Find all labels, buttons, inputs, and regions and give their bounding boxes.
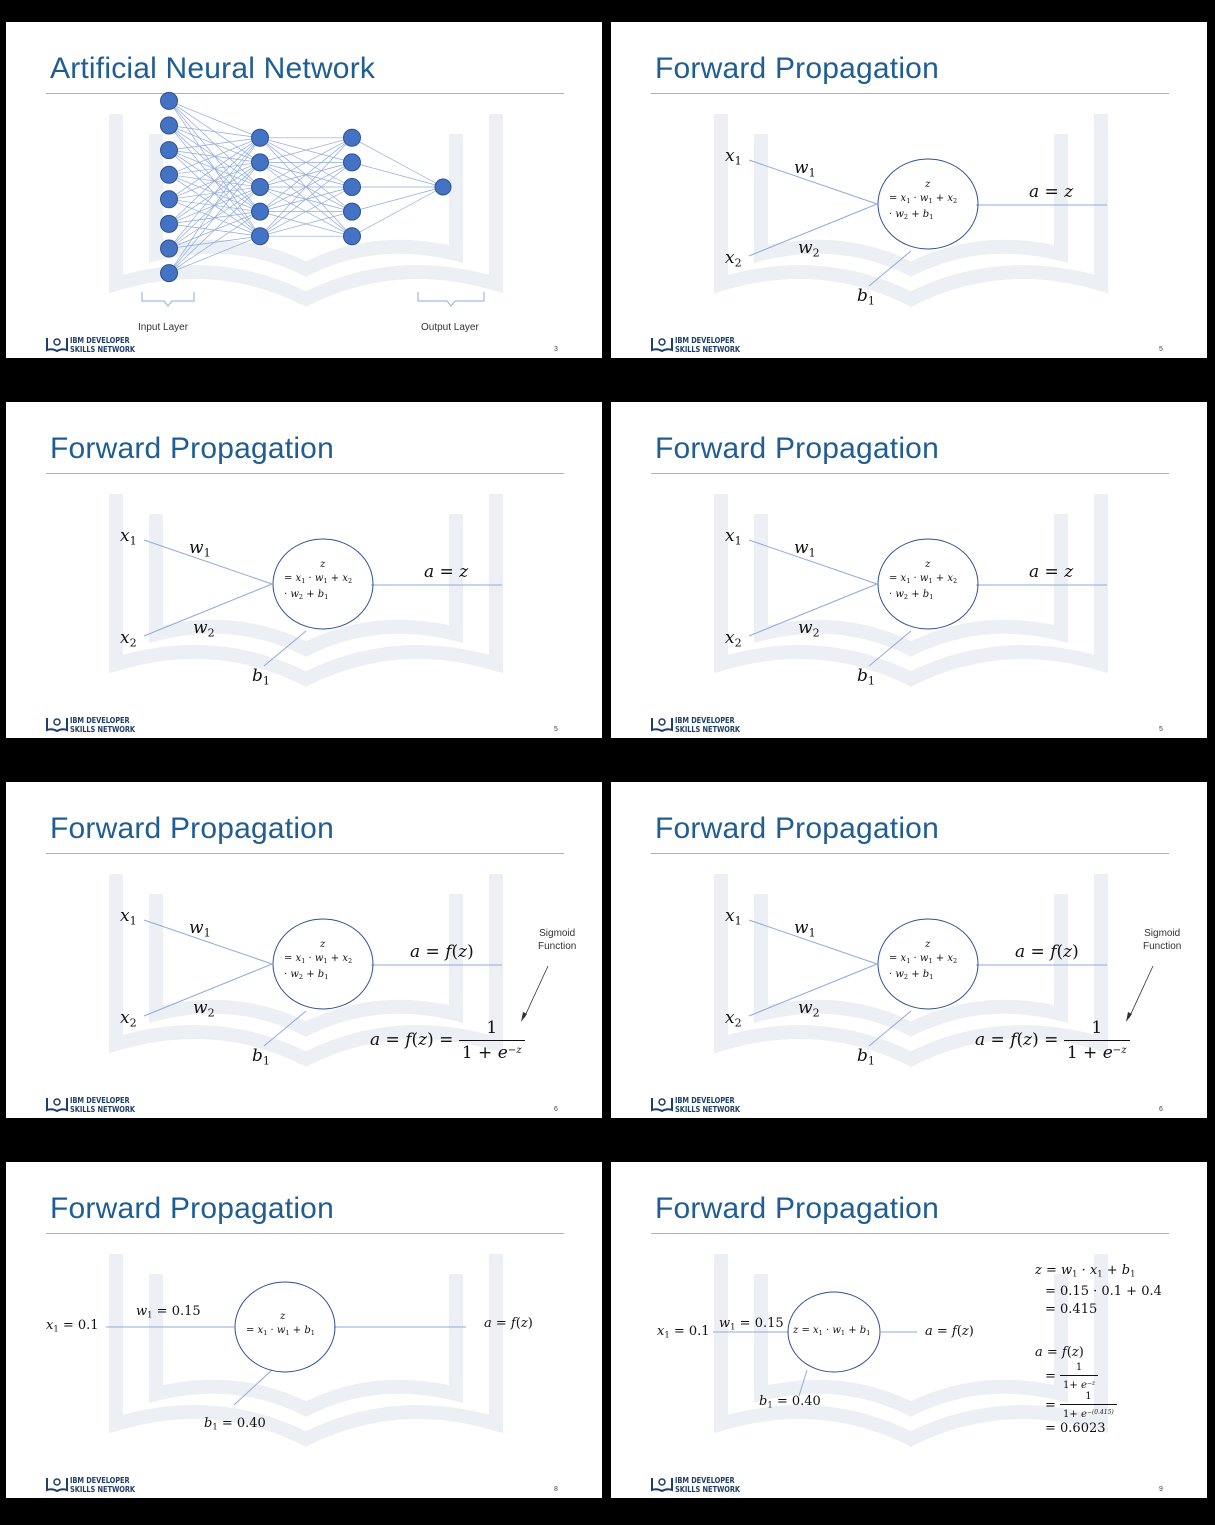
activation-label: a = f(z)	[925, 1324, 974, 1339]
x2-label: $x_2$	[120, 1008, 137, 1030]
network-node	[344, 228, 361, 245]
w2-label: $w_2$	[798, 618, 820, 640]
neuron-formula: z = $x_1 \cdot w_1 + x_2$ · $w_2 + b_1$	[889, 559, 958, 601]
brand-line2: SKILLS NETWORK	[675, 725, 740, 734]
book-logo-icon	[651, 716, 673, 732]
brand-line2: SKILLS NETWORK	[70, 725, 135, 734]
network-node	[252, 154, 269, 171]
brand-line1: IBM DEVELOPER	[675, 1476, 735, 1485]
network-edge	[352, 138, 443, 187]
brand-line1: IBM DEVELOPER	[675, 1096, 735, 1105]
book-logo-icon	[651, 1476, 673, 1492]
slide-ann	[6, 6, 602, 376]
page-number: 9	[1159, 1486, 1163, 1493]
x2-label: $x_2$	[725, 1008, 742, 1030]
input-layer-label: Input Layer	[138, 322, 189, 333]
network-edge	[352, 187, 443, 236]
network-node	[252, 179, 269, 196]
network-node	[161, 92, 178, 109]
x1-value-label: $x_1 = 0.1$	[657, 1324, 710, 1340]
a-computation: a = f(z) = $\frac{1}{1+ e^{-z}}$ = $\frac{1}{1+ e^{-(0.415)}}$ = 0.6023	[1035, 1344, 1117, 1438]
b1-label: $b_1$	[857, 286, 875, 308]
b1-label: $b_1$	[252, 666, 270, 688]
activation-label: a = z	[1029, 562, 1074, 582]
x1-label: $x_1$	[120, 526, 137, 548]
book-logo-icon	[46, 336, 68, 352]
slide-title: Artificial Neural Network	[50, 52, 376, 85]
slide-forward-prop-sigmoid-2	[611, 766, 1207, 1136]
network-node	[344, 129, 361, 146]
brand-line2: SKILLS NETWORK	[675, 345, 740, 354]
network-node	[344, 179, 361, 196]
network-node	[252, 203, 269, 220]
slide-forward-prop-values	[6, 1146, 602, 1516]
network-node	[344, 154, 361, 171]
w2-label: $w_2$	[193, 998, 215, 1020]
slide-forward-prop-sigmoid-1	[6, 766, 602, 1136]
network-edge	[169, 138, 260, 273]
network-node	[161, 240, 178, 257]
x1-label: $x_1$	[725, 146, 742, 168]
arrow-icon	[521, 966, 548, 1022]
brand-line1: IBM DEVELOPER	[70, 336, 130, 345]
page-number: 6	[554, 1106, 558, 1113]
network-edge	[169, 101, 260, 138]
slide-forward-prop-3	[611, 386, 1207, 756]
z-computation: $z = w_1 \cdot x_1 + b_1$ = 0.15 · 0.1 + 0.4 = 0.415	[1035, 1263, 1162, 1317]
page-number: 3	[554, 346, 558, 353]
book-logo-icon	[46, 1096, 68, 1112]
brand-line1: IBM DEVELOPER	[675, 336, 735, 345]
sigmoid-label: Sigmoid Function	[1143, 928, 1182, 952]
w2-label: $w_2$	[798, 998, 820, 1020]
ibm-logo	[46, 1474, 140, 1496]
network-node	[161, 215, 178, 232]
sigmoid-formula: a = f(z) = $\frac{1}{1 + e^{-z}}$	[370, 1018, 525, 1063]
network-edge	[169, 126, 260, 138]
network-node	[161, 142, 178, 159]
activation-label: a = z	[424, 562, 469, 582]
ibm-logo	[46, 714, 140, 736]
neuron-formula: z = $x_1 \cdot w_1 + x_2$ · $w_2 + b_1$	[284, 559, 353, 601]
output-layer-label: Output Layer	[421, 322, 479, 333]
page-number: 6	[1159, 1106, 1163, 1113]
brand-line2: SKILLS NETWORK	[675, 1105, 740, 1114]
sigmoid-formula: a = f(z) = $\frac{1}{1 + e^{-z}}$	[975, 1018, 1130, 1063]
b1-label: $b_1$	[857, 1046, 875, 1068]
slide-title: Forward Propagation	[50, 432, 334, 465]
slide-forward-prop-computation	[611, 1146, 1207, 1516]
network-node	[344, 203, 361, 220]
neural-network-diagram	[6, 6, 602, 376]
network-edges	[169, 101, 443, 273]
page-number: 5	[554, 726, 558, 733]
b1-label: $b_1$	[252, 1046, 270, 1068]
ibm-logo	[46, 1094, 140, 1116]
book-logo-icon	[651, 1096, 673, 1112]
x1-label: $x_1$	[725, 526, 742, 548]
slide-title: Forward Propagation	[655, 1192, 939, 1225]
neuron-formula: $z = x_1 \cdot w_1 + b_1$	[793, 1325, 871, 1337]
activation-label: a = f(z)	[410, 942, 474, 962]
x1-value-label: $x_1 = 0.1$	[46, 1318, 99, 1334]
layer-bracket	[142, 292, 194, 306]
b1-label: $b_1$	[857, 666, 875, 688]
brand-line1: IBM DEVELOPER	[675, 716, 735, 725]
activation-label: a = z	[1029, 182, 1074, 202]
network-edge	[169, 138, 260, 249]
network-node	[252, 129, 269, 146]
w2-label: $w_2$	[798, 238, 820, 260]
slide-title: Forward Propagation	[655, 812, 939, 845]
sigmoid-label: Sigmoid Function	[538, 928, 577, 952]
w1-value-label: $w_1 = 0.15$	[719, 1316, 784, 1332]
brand-line1: IBM DEVELOPER	[70, 716, 130, 725]
network-node	[435, 179, 451, 195]
brand-line1: IBM DEVELOPER	[70, 1096, 130, 1105]
network-edge	[352, 187, 443, 212]
b1-value-label: $b_1 = 0.40$	[204, 1416, 266, 1432]
neuron-formula: z = $x_1 \cdot w_1 + x_2$ · $w_2 + b_1$	[284, 939, 353, 981]
w1-label: $w_1$	[189, 538, 211, 560]
ibm-logo	[651, 714, 745, 736]
network-edge	[352, 162, 443, 187]
neuron-formula: z = $x_1 \cdot w_1 + x_2$ · $w_2 + b_1$	[889, 939, 958, 981]
book-logo-icon	[651, 336, 673, 352]
layer-bracket	[418, 292, 484, 306]
book-logo-icon	[46, 716, 68, 732]
network-edge	[169, 236, 260, 273]
network-node	[252, 228, 269, 245]
brand-line2: SKILLS NETWORK	[70, 1105, 135, 1114]
brand-line2: SKILLS NETWORK	[70, 1485, 135, 1494]
arrow-icon	[1126, 966, 1153, 1022]
slide-title: Forward Propagation	[50, 812, 334, 845]
slide-forward-prop-1	[611, 6, 1207, 376]
network-node	[161, 191, 178, 208]
w1-label: $w_1$	[794, 918, 816, 940]
network-edge	[169, 212, 260, 274]
brand-line2: SKILLS NETWORK	[675, 1485, 740, 1494]
network-node	[161, 117, 178, 134]
w2-label: $w_2$	[193, 618, 215, 640]
w1-label: $w_1$	[794, 538, 816, 560]
ibm-logo	[46, 334, 140, 356]
x2-label: $x_2$	[725, 248, 742, 270]
w1-value-label: $w_1 = 0.15$	[136, 1304, 201, 1320]
network-edge	[169, 187, 260, 273]
activation-label: a = f(z)	[484, 1316, 533, 1331]
brand-line1: IBM DEVELOPER	[70, 1476, 130, 1485]
book-logo-icon	[46, 1476, 68, 1492]
slide-forward-prop-2	[6, 386, 602, 756]
page-number: 8	[554, 1486, 558, 1493]
network-node	[161, 166, 178, 183]
page-number: 5	[1159, 726, 1163, 733]
slide-title: Forward Propagation	[655, 432, 939, 465]
x2-label: $x_2$	[120, 628, 137, 650]
ibm-logo	[651, 334, 745, 356]
slide-title: Forward Propagation	[655, 52, 939, 85]
brand-line2: SKILLS NETWORK	[70, 345, 135, 354]
network-edge	[169, 162, 260, 273]
activation-label: a = f(z)	[1015, 942, 1079, 962]
x2-label: $x_2$	[725, 628, 742, 650]
ibm-logo	[651, 1474, 745, 1496]
neuron-formula: z = $x_1 \cdot w_1 + x_2$ · $w_2 + b_1$	[889, 179, 958, 221]
network-edge	[169, 138, 260, 200]
slide-title: Forward Propagation	[50, 1192, 334, 1225]
x1-label: $x_1$	[120, 906, 137, 928]
w1-label: $w_1$	[189, 918, 211, 940]
w1-label: $w_1$	[794, 158, 816, 180]
x1-label: $x_1$	[725, 906, 742, 928]
b1-value-label: $b_1 = 0.40$	[759, 1394, 821, 1410]
network-node	[161, 265, 178, 282]
network-edge	[169, 138, 260, 224]
neuron-formula: z = $x_1 \cdot w_1 + b_1$	[246, 1311, 315, 1337]
page-number: 5	[1159, 346, 1163, 353]
ibm-logo	[651, 1094, 745, 1116]
network-edge	[169, 138, 260, 150]
